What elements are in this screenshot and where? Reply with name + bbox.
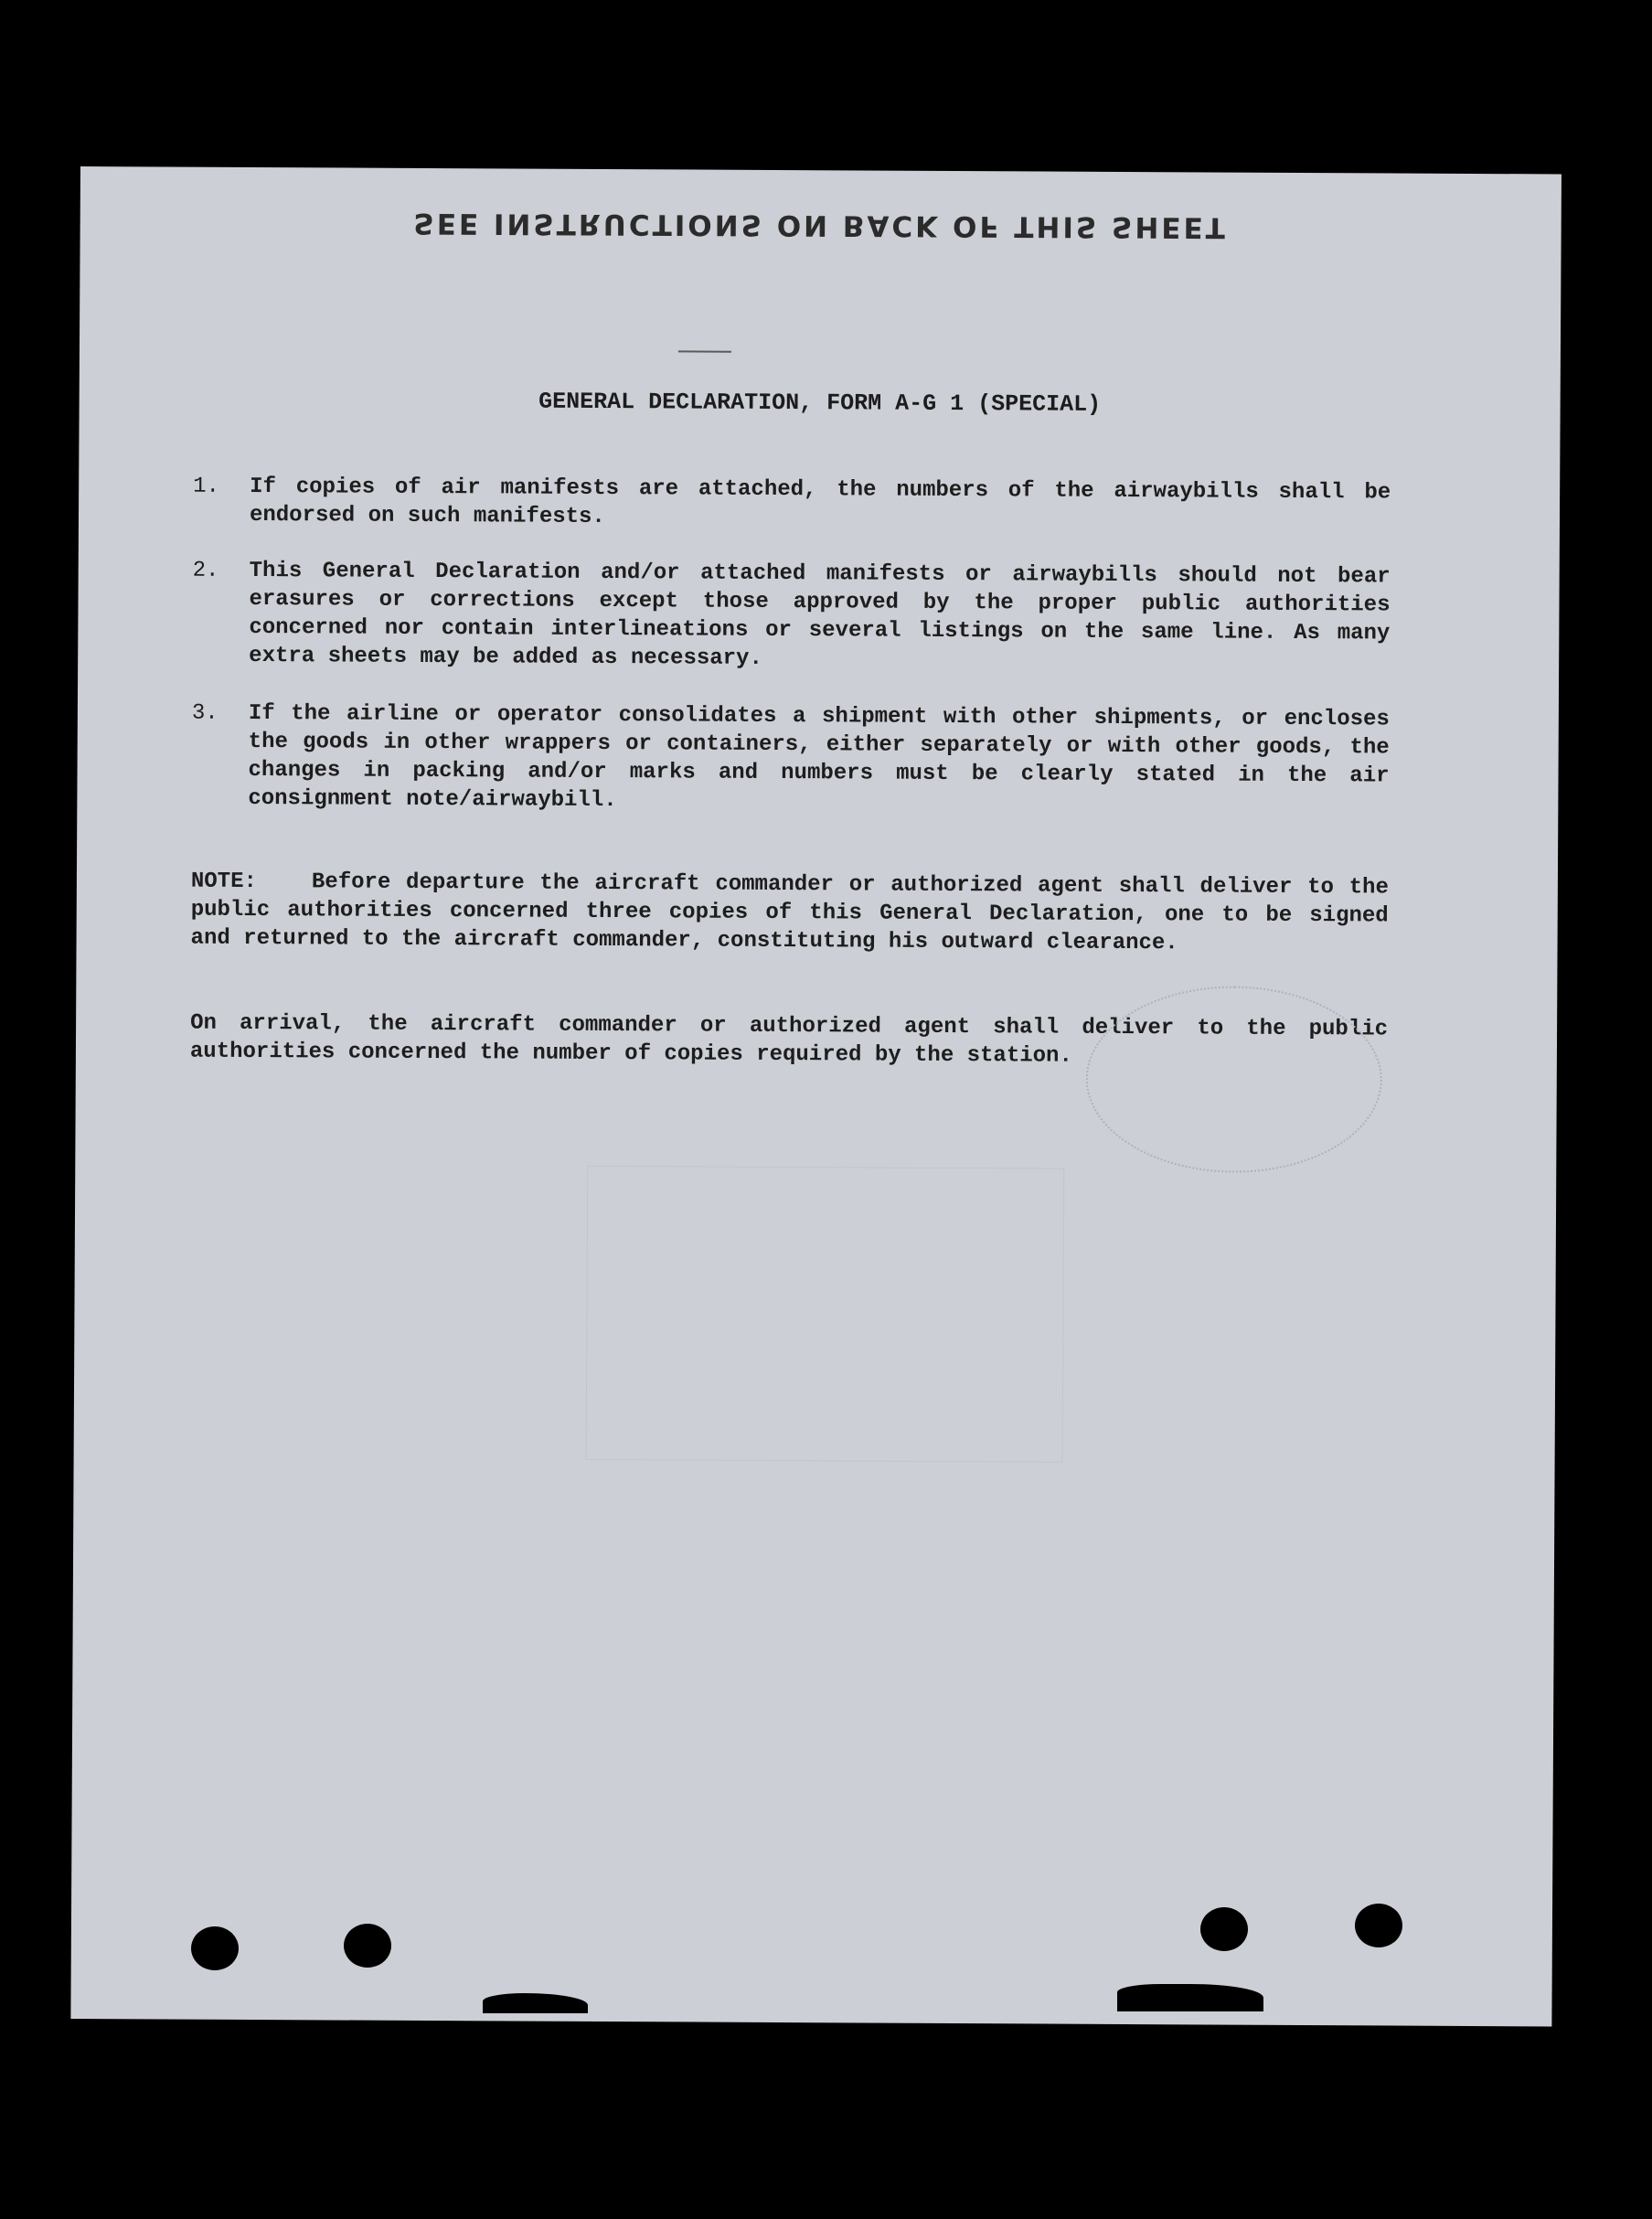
page-title: GENERAL DECLARATION, FORM A-G 1 (SPECIAL): [538, 388, 1102, 418]
instruction-item-3: [191, 699, 1390, 819]
divider: [678, 350, 731, 352]
instruction-item-2: [192, 557, 1391, 677]
punch-hole: [344, 1924, 391, 1968]
item-number: 3.: [191, 700, 218, 726]
punch-hole: [1355, 1904, 1402, 1947]
item-number: 1.: [193, 474, 220, 499]
item-text: If the airline or operator consolidates a shipment with other shipments, or encloses the goods in other wrappers or containers, either separately or with other goods, the changes in packing and/or marks and numbers must be clearly stated in the air consignment note/airwaybill.: [248, 700, 1390, 814]
note-label: NOTE:: [190, 869, 257, 895]
punch-hole: [1200, 1907, 1248, 1951]
note-paragraph: [191, 868, 1389, 959]
document-page: [70, 166, 1561, 2026]
bleedthrough-stamp: [1085, 986, 1382, 1174]
instruction-item-1: [193, 473, 1391, 536]
paper-tear: [1117, 1984, 1263, 2011]
item-text: If copies of air manifests are attached, the numbers of the airwaybills shall be endorsed on such manifests.: [249, 474, 1391, 530]
arrival-paragraph: On arrival, the aircraft commander or authorized agent shall deliver to the public authorities concerned the number of copies required by the station.: [189, 1010, 1389, 1069]
punch-hole: [191, 1926, 239, 1970]
note-text: Before departure the aircraft commander or authorized agent shall deliver to the public authorities concerned three copies of this General Declaration, one to be signed and returned to the aircraft commander, constituting his outward clearance.: [190, 869, 1389, 956]
item-text: This General Declaration and/or attached manifests or airwaybills should not bear erasures or corrections except those approved by the proper public authorities concerned nor contain interlineations or several listings on the same line. As many extra sheets may be added as necessary.: [249, 558, 1391, 671]
mirrored-header-bleedthrough: SEE INSTRUCTIONS ON BACK OF THIS SHEET: [413, 206, 1228, 244]
bleedthrough-table: [586, 1166, 1065, 1463]
item-number: 2.: [192, 558, 219, 583]
